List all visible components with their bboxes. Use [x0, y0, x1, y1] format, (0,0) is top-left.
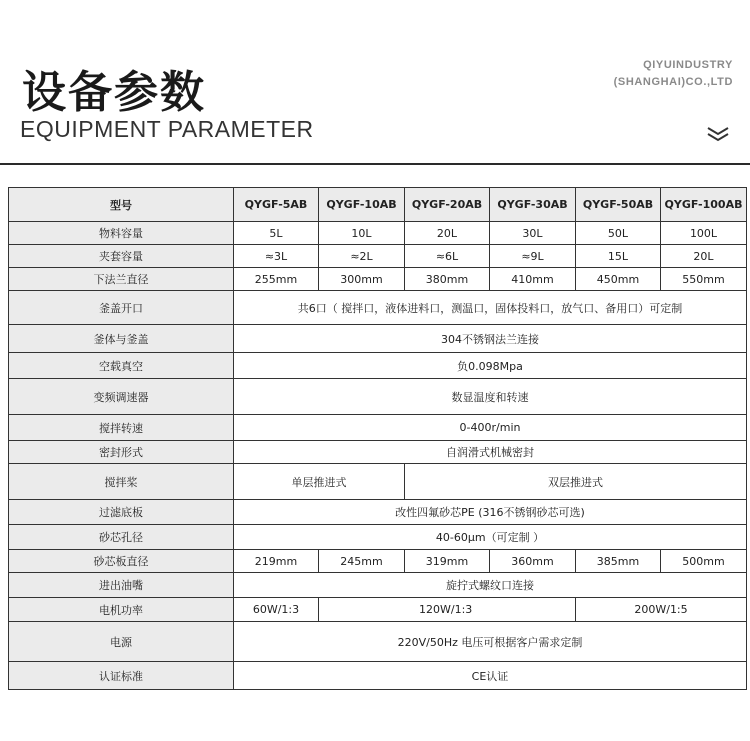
table-cell: 15L [576, 245, 661, 268]
row-label: 空载真空 [9, 353, 234, 379]
page-title: 设备参数 [22, 67, 206, 118]
table-cell: 双层推进式 [405, 464, 747, 500]
row-label: 釜盖开口 [9, 291, 234, 325]
table-cell: 共6口（ 搅拌口，液体进料口，测温口，固体投料口，放气口、备用口）可定制 [234, 291, 747, 325]
table-cell: 负0.098Mpa [234, 353, 747, 379]
row-label: 砂芯板直径 [9, 550, 234, 573]
table-cell: 319mm [405, 550, 490, 573]
header-label: 型号 [9, 188, 234, 222]
row-label: 夹套容量 [9, 245, 234, 268]
table-cell: 385mm [576, 550, 661, 573]
table-cell: 255mm [234, 268, 319, 291]
model-cell: QYGF-100AB [661, 188, 747, 222]
model-cell: QYGF-5AB [234, 188, 319, 222]
model-cell: QYGF-50AB [576, 188, 661, 222]
table-cell: 20L [661, 245, 747, 268]
row-label: 密封形式 [9, 441, 234, 464]
row-label: 搅拌桨 [9, 464, 234, 500]
table-cell: 50L [576, 222, 661, 245]
table-row [9, 325, 747, 353]
table-cell: 60W/1:3 [234, 598, 319, 622]
table-row [9, 550, 747, 573]
table-cell: 219mm [234, 550, 319, 573]
table-row [9, 441, 747, 464]
table-cell: 360mm [490, 550, 576, 573]
table-cell: ≈6L [405, 245, 490, 268]
table-row [9, 573, 747, 598]
table-cell: 120W/1:3 [319, 598, 576, 622]
company-name-line2: (SHANGHAI)CO.,LTD [613, 76, 733, 88]
row-label: 下法兰直径 [9, 268, 234, 291]
table-row [9, 464, 747, 500]
table-cell: 245mm [319, 550, 405, 573]
row-label: 釜体与釜盖 [9, 325, 234, 353]
row-label: 进出油嘴 [9, 573, 234, 598]
model-cell: QYGF-30AB [490, 188, 576, 222]
table-cell: 改性四氟砂芯PE (316不锈钢砂芯可选) [234, 500, 747, 525]
header-divider [0, 163, 750, 165]
table-cell: 30L [490, 222, 576, 245]
table-cell: 0-400r/min [234, 415, 747, 441]
company-name [614, 57, 733, 91]
table-cell: 5L [234, 222, 319, 245]
row-label: 电源 [9, 622, 234, 662]
double-chevron-down-icon [706, 126, 730, 142]
table-row [9, 662, 747, 690]
table-row [9, 353, 747, 379]
table-cell: 单层推进式 [234, 464, 405, 500]
table-row [9, 245, 747, 268]
table-cell: 500mm [661, 550, 747, 573]
table-cell: ≈3L [234, 245, 319, 268]
table-row [9, 622, 747, 662]
table-header-row [9, 188, 747, 222]
row-label: 搅拌转速 [9, 415, 234, 441]
table-cell: 旋拧式螺纹口连接 [234, 573, 747, 598]
table-row [9, 525, 747, 550]
company-name-line1: QIYUINDUSTRY [643, 59, 733, 71]
table-cell: 450mm [576, 268, 661, 291]
model-cell: QYGF-20AB [405, 188, 490, 222]
table-row [9, 500, 747, 525]
row-label: 过滤底板 [9, 500, 234, 525]
table-cell: ≈9L [490, 245, 576, 268]
table-cell: 10L [319, 222, 405, 245]
table-row [9, 222, 747, 245]
row-label: 电机功率 [9, 598, 234, 622]
table-cell: 410mm [490, 268, 576, 291]
table-cell: 20L [405, 222, 490, 245]
table-row [9, 268, 747, 291]
table-row [9, 291, 747, 325]
row-label: 认证标准 [9, 662, 234, 690]
table-cell: 380mm [405, 268, 490, 291]
table-cell: 40-60μm（可定制 ） [234, 525, 747, 550]
table-cell: ≈2L [319, 245, 405, 268]
table-row [9, 598, 747, 622]
table-cell: 220V/50Hz 电压可根据客户需求定制 [234, 622, 747, 662]
table-cell: 304不锈钢法兰连接 [234, 325, 747, 353]
table-cell: 100L [661, 222, 747, 245]
table-cell: 300mm [319, 268, 405, 291]
row-label: 物料容量 [9, 222, 234, 245]
table-row [9, 415, 747, 441]
page-subtitle: EQUIPMENT PARAMETER [20, 116, 314, 142]
row-label: 砂芯孔径 [9, 525, 234, 550]
table-cell: CE认证 [234, 662, 747, 690]
table-cell: 自润滑式机械密封 [234, 441, 747, 464]
table-cell: 200W/1:5 [576, 598, 747, 622]
parameter-table [8, 187, 747, 690]
row-label: 变频调速器 [9, 379, 234, 415]
table-row [9, 379, 747, 415]
table-cell: 数显温度和转速 [234, 379, 747, 415]
model-cell: QYGF-10AB [319, 188, 405, 222]
table-cell: 550mm [661, 268, 747, 291]
